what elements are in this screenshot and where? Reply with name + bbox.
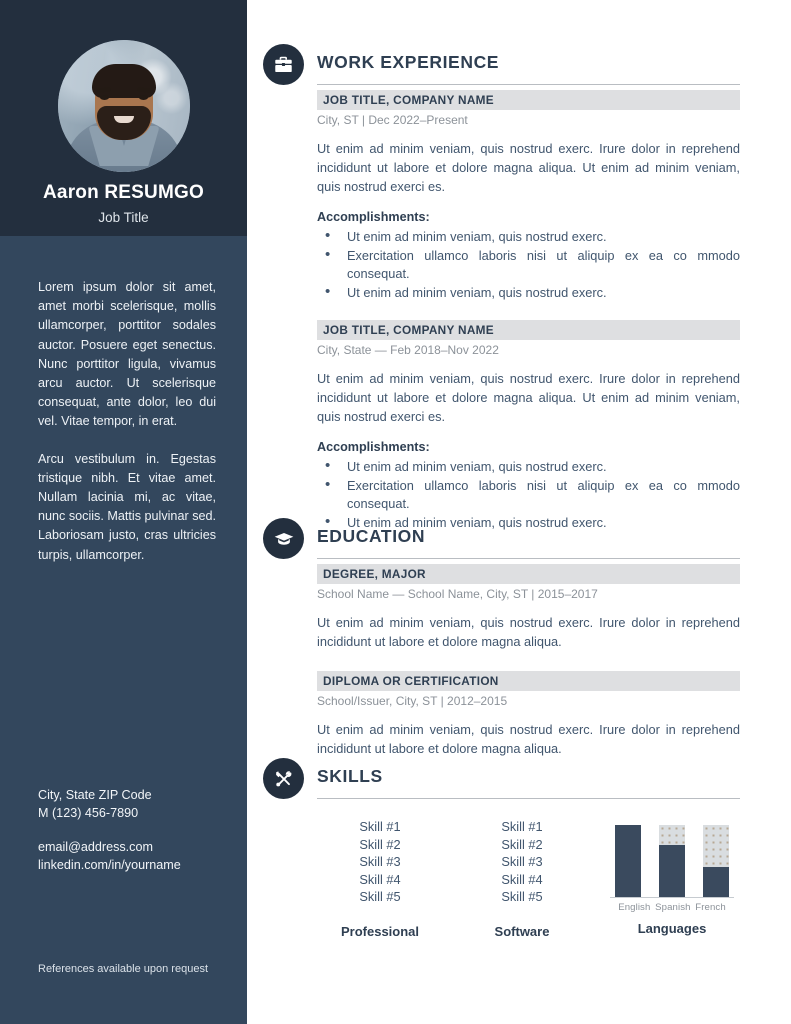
entry-description: Ut enim ad minim veniam, quis nostrud exerc. Irure dolor in reprehend incididunt ut labore et dolore magna aliqua. (317, 722, 740, 756)
work-entry (247, 90, 791, 302)
profile-role: Job Title (98, 210, 149, 225)
entry-description: Ut enim ad minim veniam, quis nostrud exerc. Irure dolor in reprehend incididunt ut labore et dolore magna aliqua. Ut enim ad minim veniam, quis nostrud exerci es. (317, 371, 740, 424)
list-item: • Ut enim ad minim veniam, quis nostrud exerc. (317, 284, 740, 302)
entry-meta: School Name — School Name, City, ST | 2015–2017 (317, 587, 598, 601)
skill-item: Skill #1 (359, 819, 401, 834)
skill-item: Skill #4 (501, 871, 543, 887)
list-item: • Ut enim ad minim veniam, quis nostrud exerc. (317, 514, 740, 532)
tick-label: English (618, 902, 651, 913)
avatar (58, 40, 190, 172)
section-title: SKILLS (317, 766, 383, 786)
skills-column-label: Software (494, 923, 550, 939)
chart-tick-labels (592, 902, 752, 913)
skill-item: Skill #5 (359, 889, 401, 904)
sidebar (0, 0, 247, 1024)
entry-meta: City, State — Feb 2018–Nov 2022 (317, 343, 499, 357)
contact-group-online (38, 838, 228, 874)
entry-heading: DIPLOMA OR CERTIFICATION (317, 671, 740, 691)
skills-column-software (447, 818, 597, 939)
skills-column-professional (305, 818, 455, 939)
section-skills (247, 756, 791, 958)
entry-heading: JOB TITLE, COMPANY NAME (317, 320, 740, 340)
summary-paragraph: Arcu vestibulum in. Egestas tristique nibh. Et vitae amet. Nullam lacinia mi, ac vitae, nunc sociis. Mattis pulvinar sed. Laboriosam justo, cras ultricies turpis, ullamcorper. (38, 451, 216, 562)
briefcase-icon (263, 44, 304, 85)
section-rule (317, 558, 740, 559)
tick-label: French (695, 902, 726, 913)
graduation-cap-icon (263, 518, 304, 559)
section-rule (317, 84, 740, 85)
entry-description: Ut enim ad minim veniam, quis nostrud exerc. Irure dolor in reprehend incididunt ut labore et dolore magna aliqua. (317, 615, 740, 649)
skill-item: Skill #1 (501, 819, 543, 834)
section-header (247, 516, 791, 564)
entry-meta: School/Issuer, City, ST | 2012–2015 (317, 694, 508, 708)
contact-email[interactable]: email@address.com (38, 840, 153, 854)
entry-heading: DEGREE, MAJOR (317, 564, 740, 584)
section-title: WORK EXPERIENCE (317, 52, 500, 72)
accomplishments-label: Accomplishments: (317, 210, 430, 224)
chart-baseline (610, 897, 734, 898)
accomplishments-list (317, 228, 740, 302)
section-header (247, 42, 791, 90)
tools-icon (263, 758, 304, 799)
skills-column-label: Professional (340, 923, 420, 939)
sidebar-summary (38, 278, 216, 565)
contact-phone[interactable]: M (123) 456-7890 (38, 806, 139, 820)
skill-item: Skill #2 (501, 836, 543, 852)
skill-item: Skill #3 (501, 854, 543, 869)
skill-item: Skill #5 (501, 889, 543, 904)
tick-label: Spanish (655, 902, 691, 913)
entry-heading: JOB TITLE, COMPANY NAME (317, 90, 740, 110)
section-rule (317, 798, 740, 799)
list-item: • Ut enim ad minim veniam, quis nostrud exerc. (317, 228, 740, 246)
references-note: References available upon request (38, 963, 209, 975)
list-item: • Exercitation ullamco laboris nisi ut aliquip ex ea co mmodo consequat. (317, 477, 740, 513)
education-entry (247, 564, 791, 651)
skill-item: Skill #3 (359, 854, 401, 869)
bar-spanish (659, 825, 685, 897)
list-item: • Ut enim ad minim veniam, quis nostrud exerc. (317, 458, 740, 476)
section-header (247, 756, 791, 804)
summary-paragraph: Lorem ipsum dolor sit amet, amet morbi scelerisque, mollis ullamcorper, porttitor sodales auctor. Posuere eget senectus. Nunc porttitor ligula, vivamus arcu auctor. Ut scelerisque consequat, ante dolor, leo dui vel. Vitae tempor, in erat. (38, 280, 216, 429)
contact-block (38, 786, 228, 874)
skill-item: Skill #4 (359, 871, 401, 887)
skill-item: Skill #2 (359, 836, 401, 852)
entry-description: Ut enim ad minim veniam, quis nostrud exerc. Irure dolor in reprehend incididunt ut labore et dolore magna aliqua. Ut enim ad minim veniam, quis nostrud exerci es. (317, 141, 740, 194)
languages-label: Languages (637, 921, 707, 936)
entry-meta: City, ST | Dec 2022–Present (317, 113, 468, 127)
sidebar-header (0, 0, 247, 236)
profile-name: Aaron RESUMGO (43, 182, 204, 203)
languages-column (592, 818, 752, 936)
section-title: EDUCATION (317, 526, 426, 546)
contact-address: City, State ZIP Code (38, 788, 152, 802)
contact-linkedin[interactable]: linkedin.com/in/yourname (38, 858, 181, 872)
contact-group-address (38, 786, 228, 822)
skills-body (247, 818, 791, 958)
bar-english (615, 825, 641, 897)
accomplishments-label: Accomplishments: (317, 440, 430, 454)
profile-photo (58, 40, 190, 172)
section-work-experience (247, 42, 791, 533)
bar-french (703, 825, 729, 897)
section-education (247, 516, 791, 758)
education-entry (247, 671, 791, 758)
languages-bar-chart (607, 820, 737, 898)
list-item: • Exercitation ullamco laboris nisi ut aliquip ex ea co mmodo consequat. (317, 247, 740, 283)
work-entry (247, 320, 791, 532)
main-content (247, 0, 791, 1024)
